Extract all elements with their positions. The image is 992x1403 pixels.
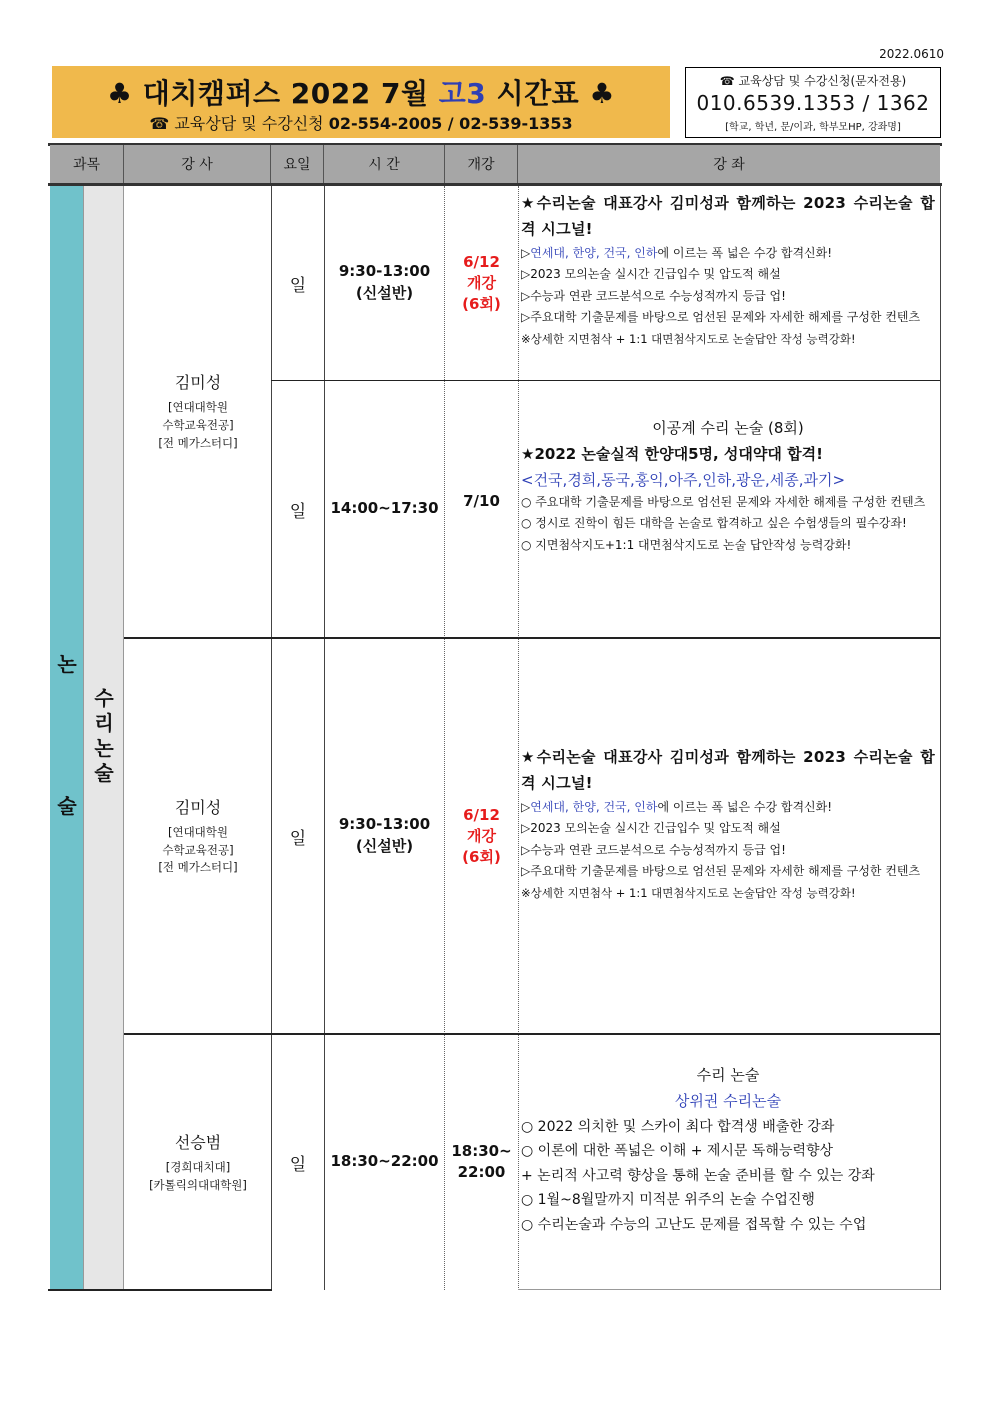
title-text-left: ♣ 대치캠퍼스 2022 7월 xyxy=(106,77,439,110)
course-bullet: ▷2023 모의논술 실시간 긴급입수 및 압도적 해설 xyxy=(521,267,781,282)
subject-main-char-2: 술 xyxy=(57,794,77,818)
open-date: 6/12 xyxy=(463,252,500,271)
sms-contact-box xyxy=(685,67,941,138)
teacher-info-line: 수학교육전공] xyxy=(162,418,234,433)
table-bottom-border xyxy=(518,1289,940,1290)
title-text-right: 시간표 ♣ xyxy=(486,77,616,110)
course-bullet: ○ 주요대학 기출문제를 바탕으로 엄선된 문제와 자세한 해제를 구성한 컨텐츠 xyxy=(521,494,926,509)
document-date: 2022.0610 xyxy=(879,47,944,61)
teacher-info-line: [연대대학원 xyxy=(167,824,228,839)
teacher-info xyxy=(149,1159,247,1195)
course-description xyxy=(521,190,935,350)
teacher-cell xyxy=(125,639,271,1033)
open-date: 6/12 xyxy=(463,805,500,824)
course-bullet: ▷수능과 연관 코드분석으로 수능성적까지 등급 업! xyxy=(521,842,786,857)
course-bullet xyxy=(521,243,935,265)
open-cell xyxy=(445,1035,518,1289)
open-label: 개강 xyxy=(467,273,496,292)
open-sessions: (6회) xyxy=(462,847,501,866)
time-cell xyxy=(325,639,444,1033)
day-cell: 일 xyxy=(289,501,307,522)
course-bullet: ▷주요대학 기출문제를 바탕으로 엄선된 문제와 자세한 해제를 구성한 컨텐츠 xyxy=(521,864,921,879)
course-headline: ★수리논술 대표강사 김미성과 함께하는 2023 수리논술 합격 시그널! xyxy=(521,194,935,239)
consult-line xyxy=(52,111,670,134)
day-cell: 일 xyxy=(289,1154,307,1175)
course-bullet xyxy=(521,797,935,819)
time-range: 9:30-13:00 xyxy=(338,815,431,834)
bullet-mark: ▷ xyxy=(521,245,531,260)
school-list: 연세대, 한양, 건국, 인하 xyxy=(530,799,658,814)
teacher-name: 선승범 xyxy=(174,1132,222,1152)
grid-line xyxy=(518,186,519,1290)
title-banner xyxy=(52,66,670,138)
course-bullet: ○ 지면첨삭지도+1:1 대면첨삭지도로 논술 답안작성 능력강화! xyxy=(521,537,852,552)
col-header-open: 개강 xyxy=(445,145,518,183)
sms-contact-label: ☎ 교육상담 및 수강신청(문자전용) xyxy=(719,74,907,88)
sms-contact-note: [학교, 학년, 문/이과, 학부모HP, 강좌명] xyxy=(725,122,901,133)
time-note: (신설반) xyxy=(355,837,414,855)
course-title: 수리 논술 xyxy=(696,1066,760,1084)
bullet-mark: ▷ xyxy=(521,799,531,814)
course-bullet: ○ 1월~8월말까지 미적분 위주의 논술 수업진행 xyxy=(521,1192,815,1208)
open-cell: 7/10 xyxy=(463,491,500,510)
course-title: 이공계 수리 논술 (8회) xyxy=(652,419,804,437)
course-bullet: ○ 정시로 진학이 힘든 대학을 논술로 합격하고 싶은 수험생들의 필수강좌! xyxy=(521,516,907,531)
time-cell: 14:00~17:30 xyxy=(330,499,439,518)
teacher-info-line: [경희대치대] xyxy=(165,1159,231,1174)
bullet-text: 에 이르는 폭 넓은 수강 합격신화! xyxy=(657,245,833,260)
title-grade: 고3 xyxy=(438,77,487,110)
table-bottom-border xyxy=(48,1289,272,1291)
course-description xyxy=(521,1062,935,1237)
consult-label: ☎ 교육상담 및 수강신청 xyxy=(149,114,329,133)
course-note: ※상세한 지면첨삭 + 1:1 대면첨삭지도로 논술답안 작성 능력강화! xyxy=(521,885,856,900)
col-header-course: 강 좌 xyxy=(518,145,940,183)
course-bullet: ○ 수리논술과 수능의 고난도 문제를 접목할 수 있는 수업 xyxy=(521,1216,867,1233)
day-cell: 일 xyxy=(289,275,307,296)
page-title xyxy=(52,72,670,112)
teacher-name: 김미성 xyxy=(174,797,222,817)
course-headline: ★수리논술 대표강사 김미성과 함께하는 2023 수리논술 합격 시그널! xyxy=(521,748,935,793)
time-cell: 18:30~22:00 xyxy=(330,1152,439,1171)
consult-numbers: 02-554-2005 / 02-539-1353 xyxy=(328,114,573,133)
teacher-info-line: [전 메가스터디] xyxy=(158,860,238,875)
sms-phone-number: 010.6539.1353 / 1362 xyxy=(696,91,930,115)
subject-main-cell xyxy=(50,186,83,1290)
course-description xyxy=(521,744,935,904)
course-subtitle: 상위권 수리논술 xyxy=(674,1092,782,1111)
day-cell: 일 xyxy=(289,828,307,849)
course-bullet: + 논리적 사고력 향상을 통해 논술 준비를 할 수 있는 강좌 xyxy=(521,1167,875,1184)
col-header-time: 시 간 xyxy=(324,145,445,183)
course-bullet: ○ 2022 의치한 및 스카이 최다 합격생 배출한 강좌 xyxy=(521,1118,835,1135)
subject-sub-name: 수 리 논 술 xyxy=(94,686,114,785)
time-cell xyxy=(325,186,444,380)
teacher-cell xyxy=(125,186,271,637)
bullet-text: 에 이르는 폭 넓은 수강 합격신화! xyxy=(657,799,833,814)
open-label: 개강 xyxy=(467,826,496,845)
teacher-info xyxy=(158,824,237,877)
course-bullet: ▷주요대학 기출문제를 바탕으로 엄선된 문제와 자세한 해제를 구성한 컨텐츠 xyxy=(521,310,921,325)
time-range: 9:30-13:00 xyxy=(338,262,431,281)
teacher-info-line: [연대대학원 xyxy=(167,400,228,415)
course-bullet: ○ 이론에 대한 폭넓은 이해 + 제시문 독해능력향상 xyxy=(521,1143,834,1159)
course-bullet: ▷2023 모의논술 실시간 긴급입수 및 압도적 해설 xyxy=(521,821,781,836)
teacher-info-line: 수학교육전공] xyxy=(162,842,234,857)
col-header-teacher: 강 사 xyxy=(124,145,271,183)
school-list: <건국,경희,동국,홍익,아주,인하,광운,세종,과기> xyxy=(521,470,846,489)
school-list: 연세대, 한양, 건국, 인하 xyxy=(530,245,658,260)
col-header-day: 요일 xyxy=(271,145,324,183)
course-note: ※상세한 지면첨삭 + 1:1 대면첨삭지도로 논술답안 작성 능력강화! xyxy=(521,331,856,346)
col-header-subject: 과목 xyxy=(50,145,124,183)
open-cell xyxy=(445,186,518,380)
grid-line xyxy=(940,186,941,1290)
open-cell xyxy=(445,639,518,1033)
subject-main-char-1: 논 xyxy=(57,652,77,676)
course-bullet: ▷수능과 연관 코드분석으로 수능성적까지 등급 업! xyxy=(521,288,786,303)
open-time-start: 18:30~ xyxy=(451,1142,512,1160)
teacher-info-line: [전 메가스터디] xyxy=(158,435,238,450)
teacher-info xyxy=(158,399,237,452)
teacher-name: 김미성 xyxy=(174,373,222,393)
course-description xyxy=(521,415,935,556)
teacher-cell xyxy=(125,1035,271,1289)
open-sessions: (6회) xyxy=(462,294,501,313)
course-headline: ★2022 논술실적 한양대5명, 성대약대 합격! xyxy=(521,445,823,463)
teacher-info-line: [카톨릭의대대학원] xyxy=(149,1177,247,1192)
open-time-end: 22:00 xyxy=(457,1163,506,1181)
time-note: (신설반) xyxy=(355,284,414,302)
